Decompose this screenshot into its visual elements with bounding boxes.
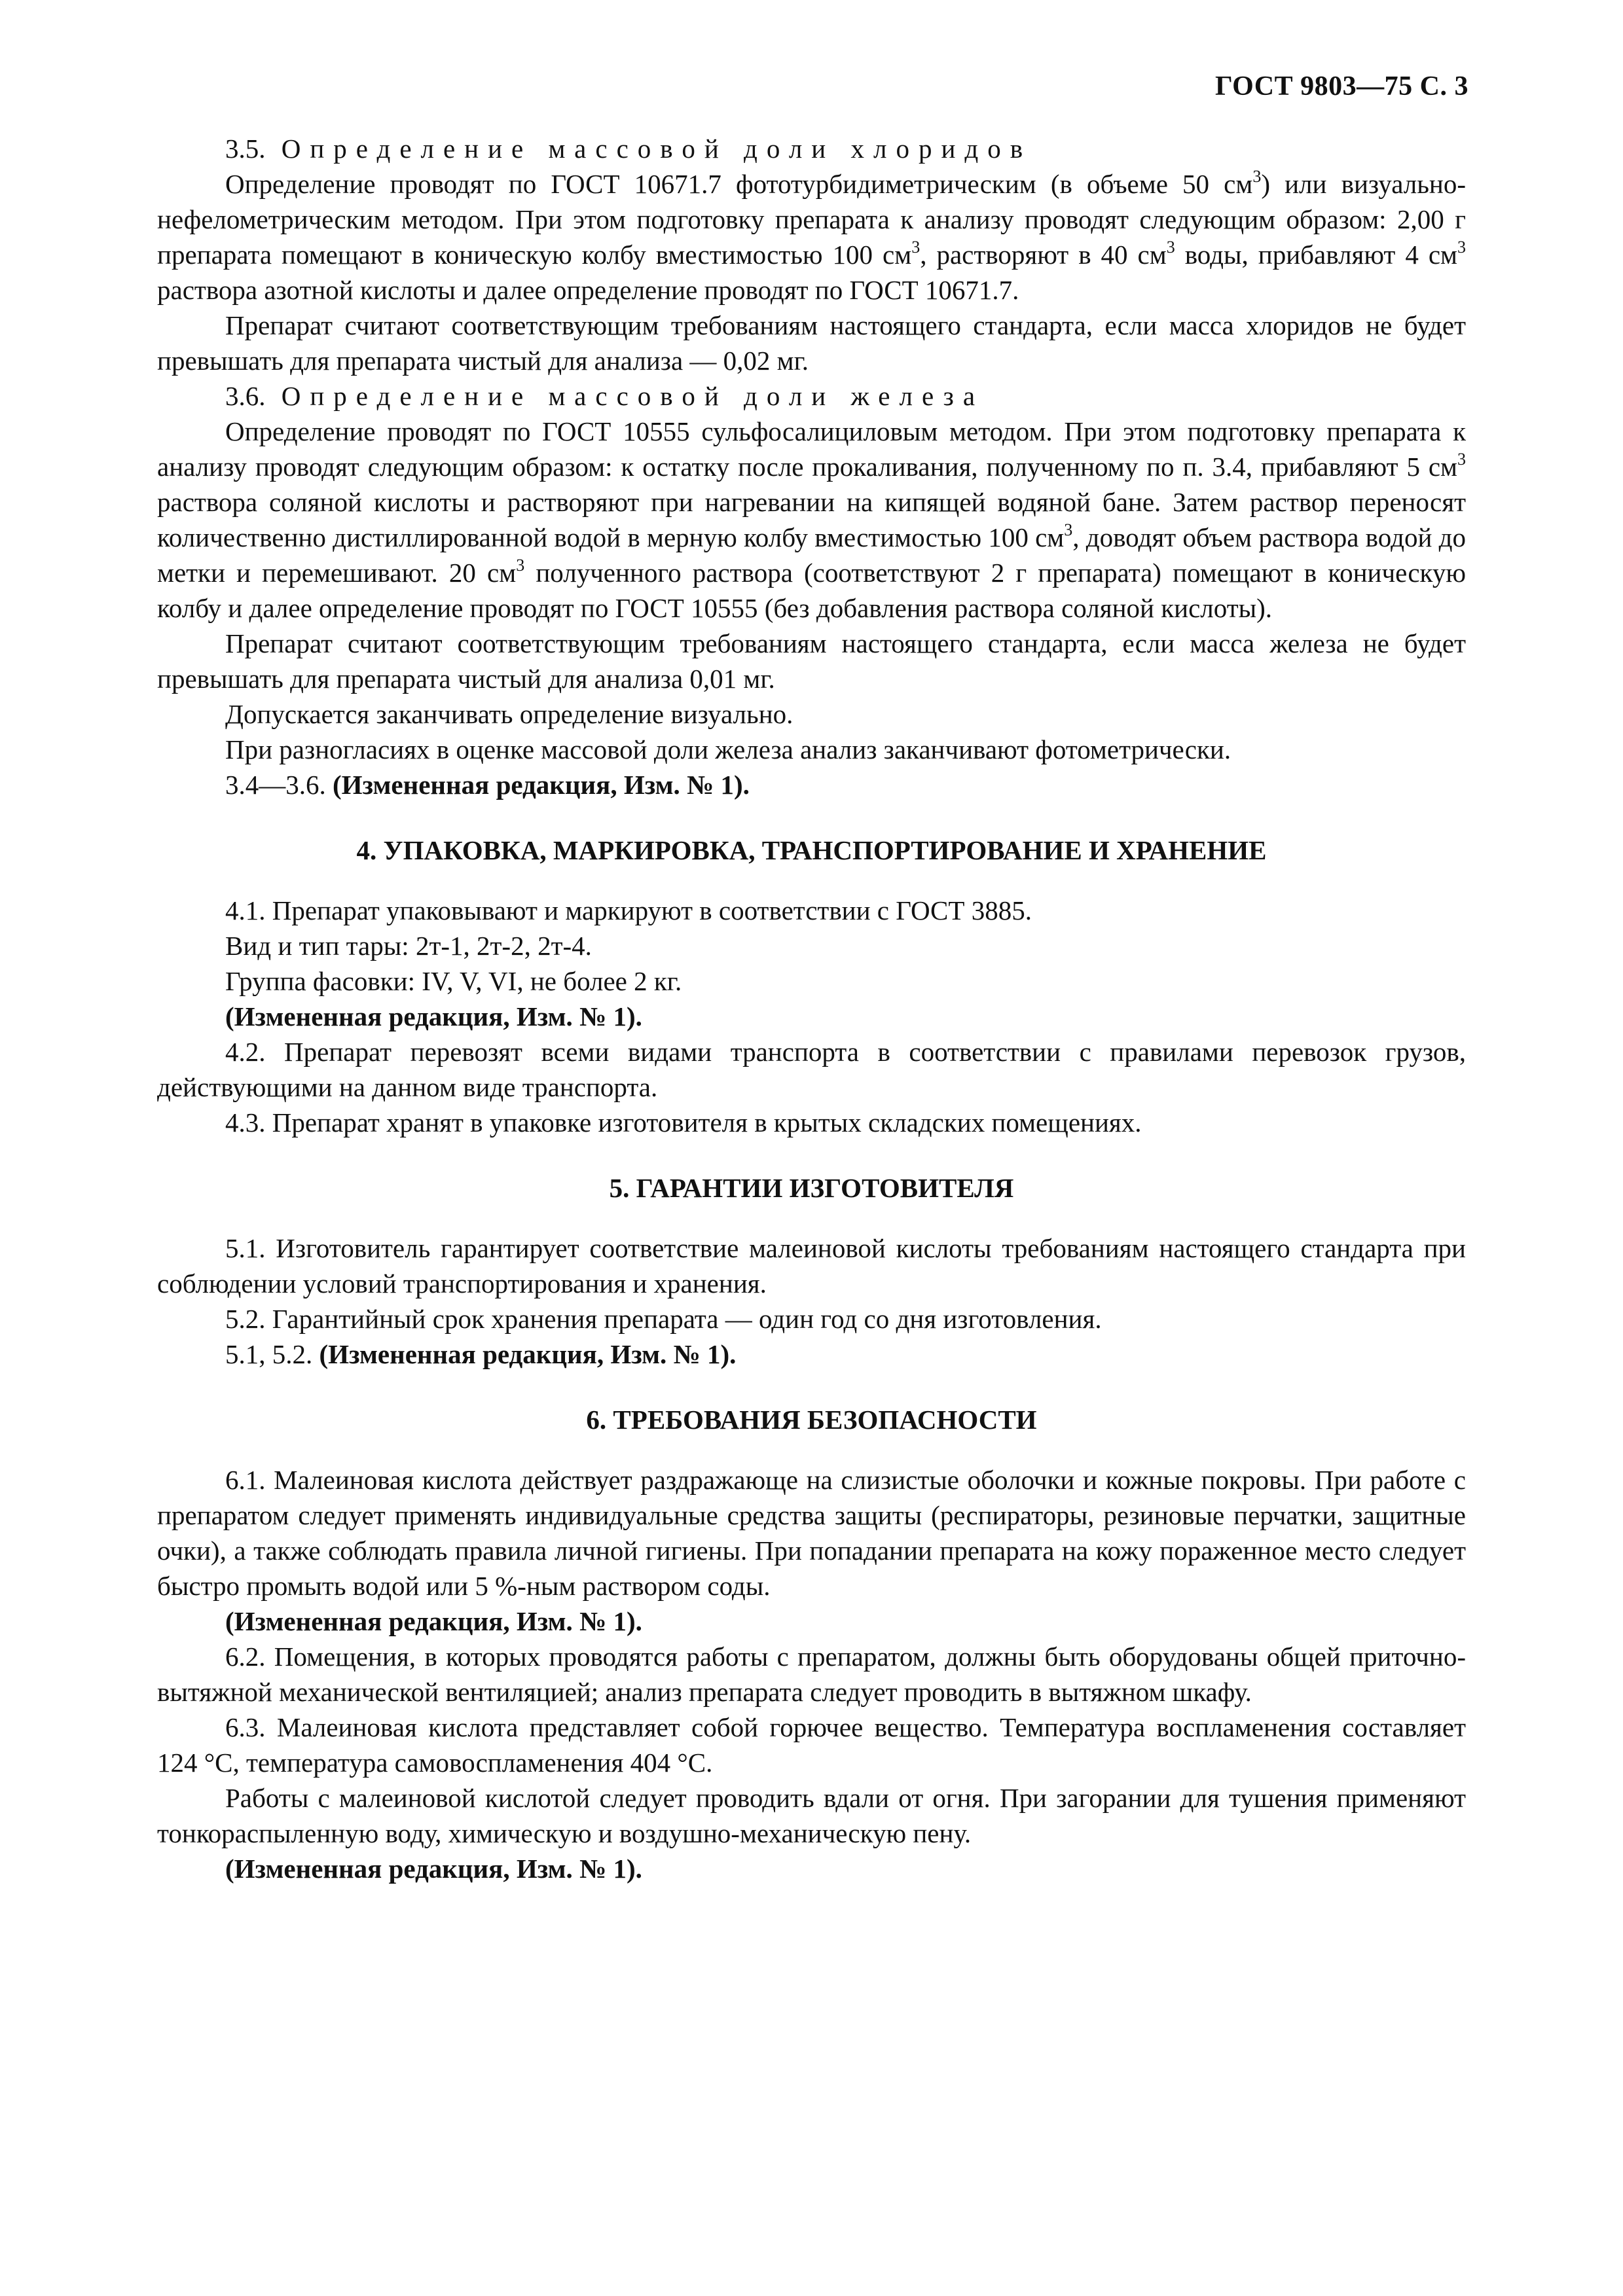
superscript: 3 [1166,238,1175,257]
amendment-note-5 [157,1336,1466,1372]
paragraph-4-2: 4.2. Препарат перевозят всеми видами транспорта в соответствии с правилами перевозок грузов, действующими на данном виде транспорта. [157,1037,1466,1102]
running-header: ГОСТ 9803—75 С. 3 [1214,71,1468,101]
section-4-title: 4. УПАКОВКА, МАРКИРОВКА, ТРАНСПОРТИРОВАНИЕ И ХРАНЕНИЕ [356,835,1267,865]
amendment-ref: 5.1, 5.2. [225,1339,313,1369]
section-6-title: 6. ТРЕБОВАНИЯ БЕЗОПАСНОСТИ [586,1405,1037,1435]
superscript: 3 [1064,520,1073,540]
text-run: , растворяют в 40 см [920,240,1167,270]
superscript: 3 [911,238,921,257]
amendment-note-6-3: (Измененная редакция, Изм. № 1). [225,1854,642,1884]
subsection-title: Определение массовой доли хлоридов [281,134,1032,164]
text-run: , доводят объем раствора водой до метки и перемешивают. 20 см [157,522,1466,588]
section-5-title: 5. ГАРАНТИИ ИЗГОТОВИТЕЛЯ [609,1173,1014,1203]
text-run: ) или визуально-нефелометрическим методом. При этом подготовку препарата к анализу проводят следующим образом: 2,00 г препарата помещают в коническую колбу вместимостью 100 см [157,169,1467,270]
paragraph-4-1-packing-group: Группа фасовки: IV, V, VI, не более 2 кг. [225,966,682,996]
superscript: 3 [516,556,525,575]
paragraph-3-6-requirement: Препарат считают соответствующим требованиям настоящего стандарта, если масса железа не будет превышать для препарата чистый для анализа 0,01 мг. [157,628,1466,694]
amendment-text: (Измененная редакция, Изм. № 1). [333,770,750,800]
paragraph-3-5-method [157,166,1466,308]
text-run: Определение проводят по ГОСТ 10555 сульфосалициловым методом. При этом подготовку препарата к анализу проводят следующим образом: к остатку после прокаливания, полученному по п. 3.4, прибавляют 5 см [157,416,1466,482]
document-body [157,131,1466,1886]
subsection-number: 3.5. [225,134,266,164]
paragraph-3-6-method [157,414,1466,626]
paragraph-4-1: 4.1. Препарат упаковывают и маркируют в соответствии с ГОСТ 3885. [225,895,1032,925]
paragraph-3-6-dispute: При разногласиях в оценке массовой доли железа анализ заканчивают фотометрически. [225,734,1231,764]
amendment-note-6-1: (Измененная редакция, Изм. № 1). [225,1606,642,1636]
text-run: воды, прибавляют 4 см [1175,240,1457,270]
superscript: 3 [1252,167,1262,187]
text-run: Определение проводят по ГОСТ 10671.7 фототурбидиметрическим (в объеме 50 см [225,169,1253,199]
paragraph-5-2: 5.2. Гарантийный срок хранения препарата — один год со дня изготовления. [225,1304,1102,1334]
paragraph-5-1: 5.1. Изготовитель гарантирует соответствие малеиновой кислоты требованиям настоящего стандарта при соблюдении условий транспортирования и хранения. [157,1233,1466,1299]
paragraph-3-6-visual: Допускается заканчивать определение визуально. [225,699,793,729]
subsection-number: 3.6. [225,381,266,411]
paragraph-6-3: 6.3. Малеиновая кислота представляет собой горючее вещество. Температура воспламенения составляет 124 °С, температура самовоспламенения 404 °С. [157,1712,1466,1778]
paragraph-4-1-container: Вид и тип тары: 2т-1, 2т-2, 2т-4. [225,931,592,961]
subsection-3-6-heading [157,378,1466,414]
amendment-note-3-4-3-6 [157,767,1466,802]
amendment-ref: 3.4—3.6. [225,770,326,800]
text-run: раствора соляной кислоты и растворяют при нагревании на кипящей водяной бане. Затем раствор переносят количественно дистиллированной водой в мерную колбу вместимостью 100 см [157,487,1466,552]
paragraph-6-1: 6.1. Малеиновая кислота действует раздражающе на слизистые оболочки и кожные покровы. При работе с препаратом следует применять индивидуальные средства защиты (респираторы, резиновые перчатки, защитные очки), а также соблюдать правила личной гигиены. При попадании препарата на кожу пораженное место следует быстро промыть водой или 5 %-ным раствором соды. [157,1465,1466,1601]
paragraph-6-3-firefighting: Работы с малеиновой кислотой следует проводить вдали от огня. При загорании для тушения применяют тонкораспыленную воду, химическую и воздушно-механическую пену. [157,1783,1466,1848]
paragraph-4-3: 4.3. Препарат хранят в упаковке изготовителя в крытых складских помещениях. [225,1107,1142,1138]
amendment-text: (Измененная редакция, Изм. № 1). [319,1339,737,1369]
subsection-3-5-heading [157,131,1466,166]
text-run: раствора азотной кислоты и далее определение проводят по ГОСТ 10671.7. [157,275,1019,305]
subsection-title: Определение массовой доли железа [281,381,985,411]
text-run: полученного раствора (соответствуют 2 г препарата) помещают в коническую колбу и далее определение проводят по ГОСТ 10555 (без добавления раствора соляной кислоты). [157,558,1466,623]
amendment-note-4-1: (Измененная редакция, Изм. № 1). [225,1001,642,1031]
superscript: 3 [1457,450,1466,469]
paragraph-6-2: 6.2. Помещения, в которых проводятся работы с препаратом, должны быть оборудованы общей приточно-вытяжной механической вентиляцией; анализ препарата следует проводить в вытяжном шкафу. [157,1641,1466,1707]
superscript: 3 [1457,238,1466,257]
paragraph-3-5-requirement: Препарат считают соответствующим требованиям настоящего стандарта, если масса хлоридов не будет превышать для препарата чистый для анализа — 0,02 мг. [157,310,1466,376]
